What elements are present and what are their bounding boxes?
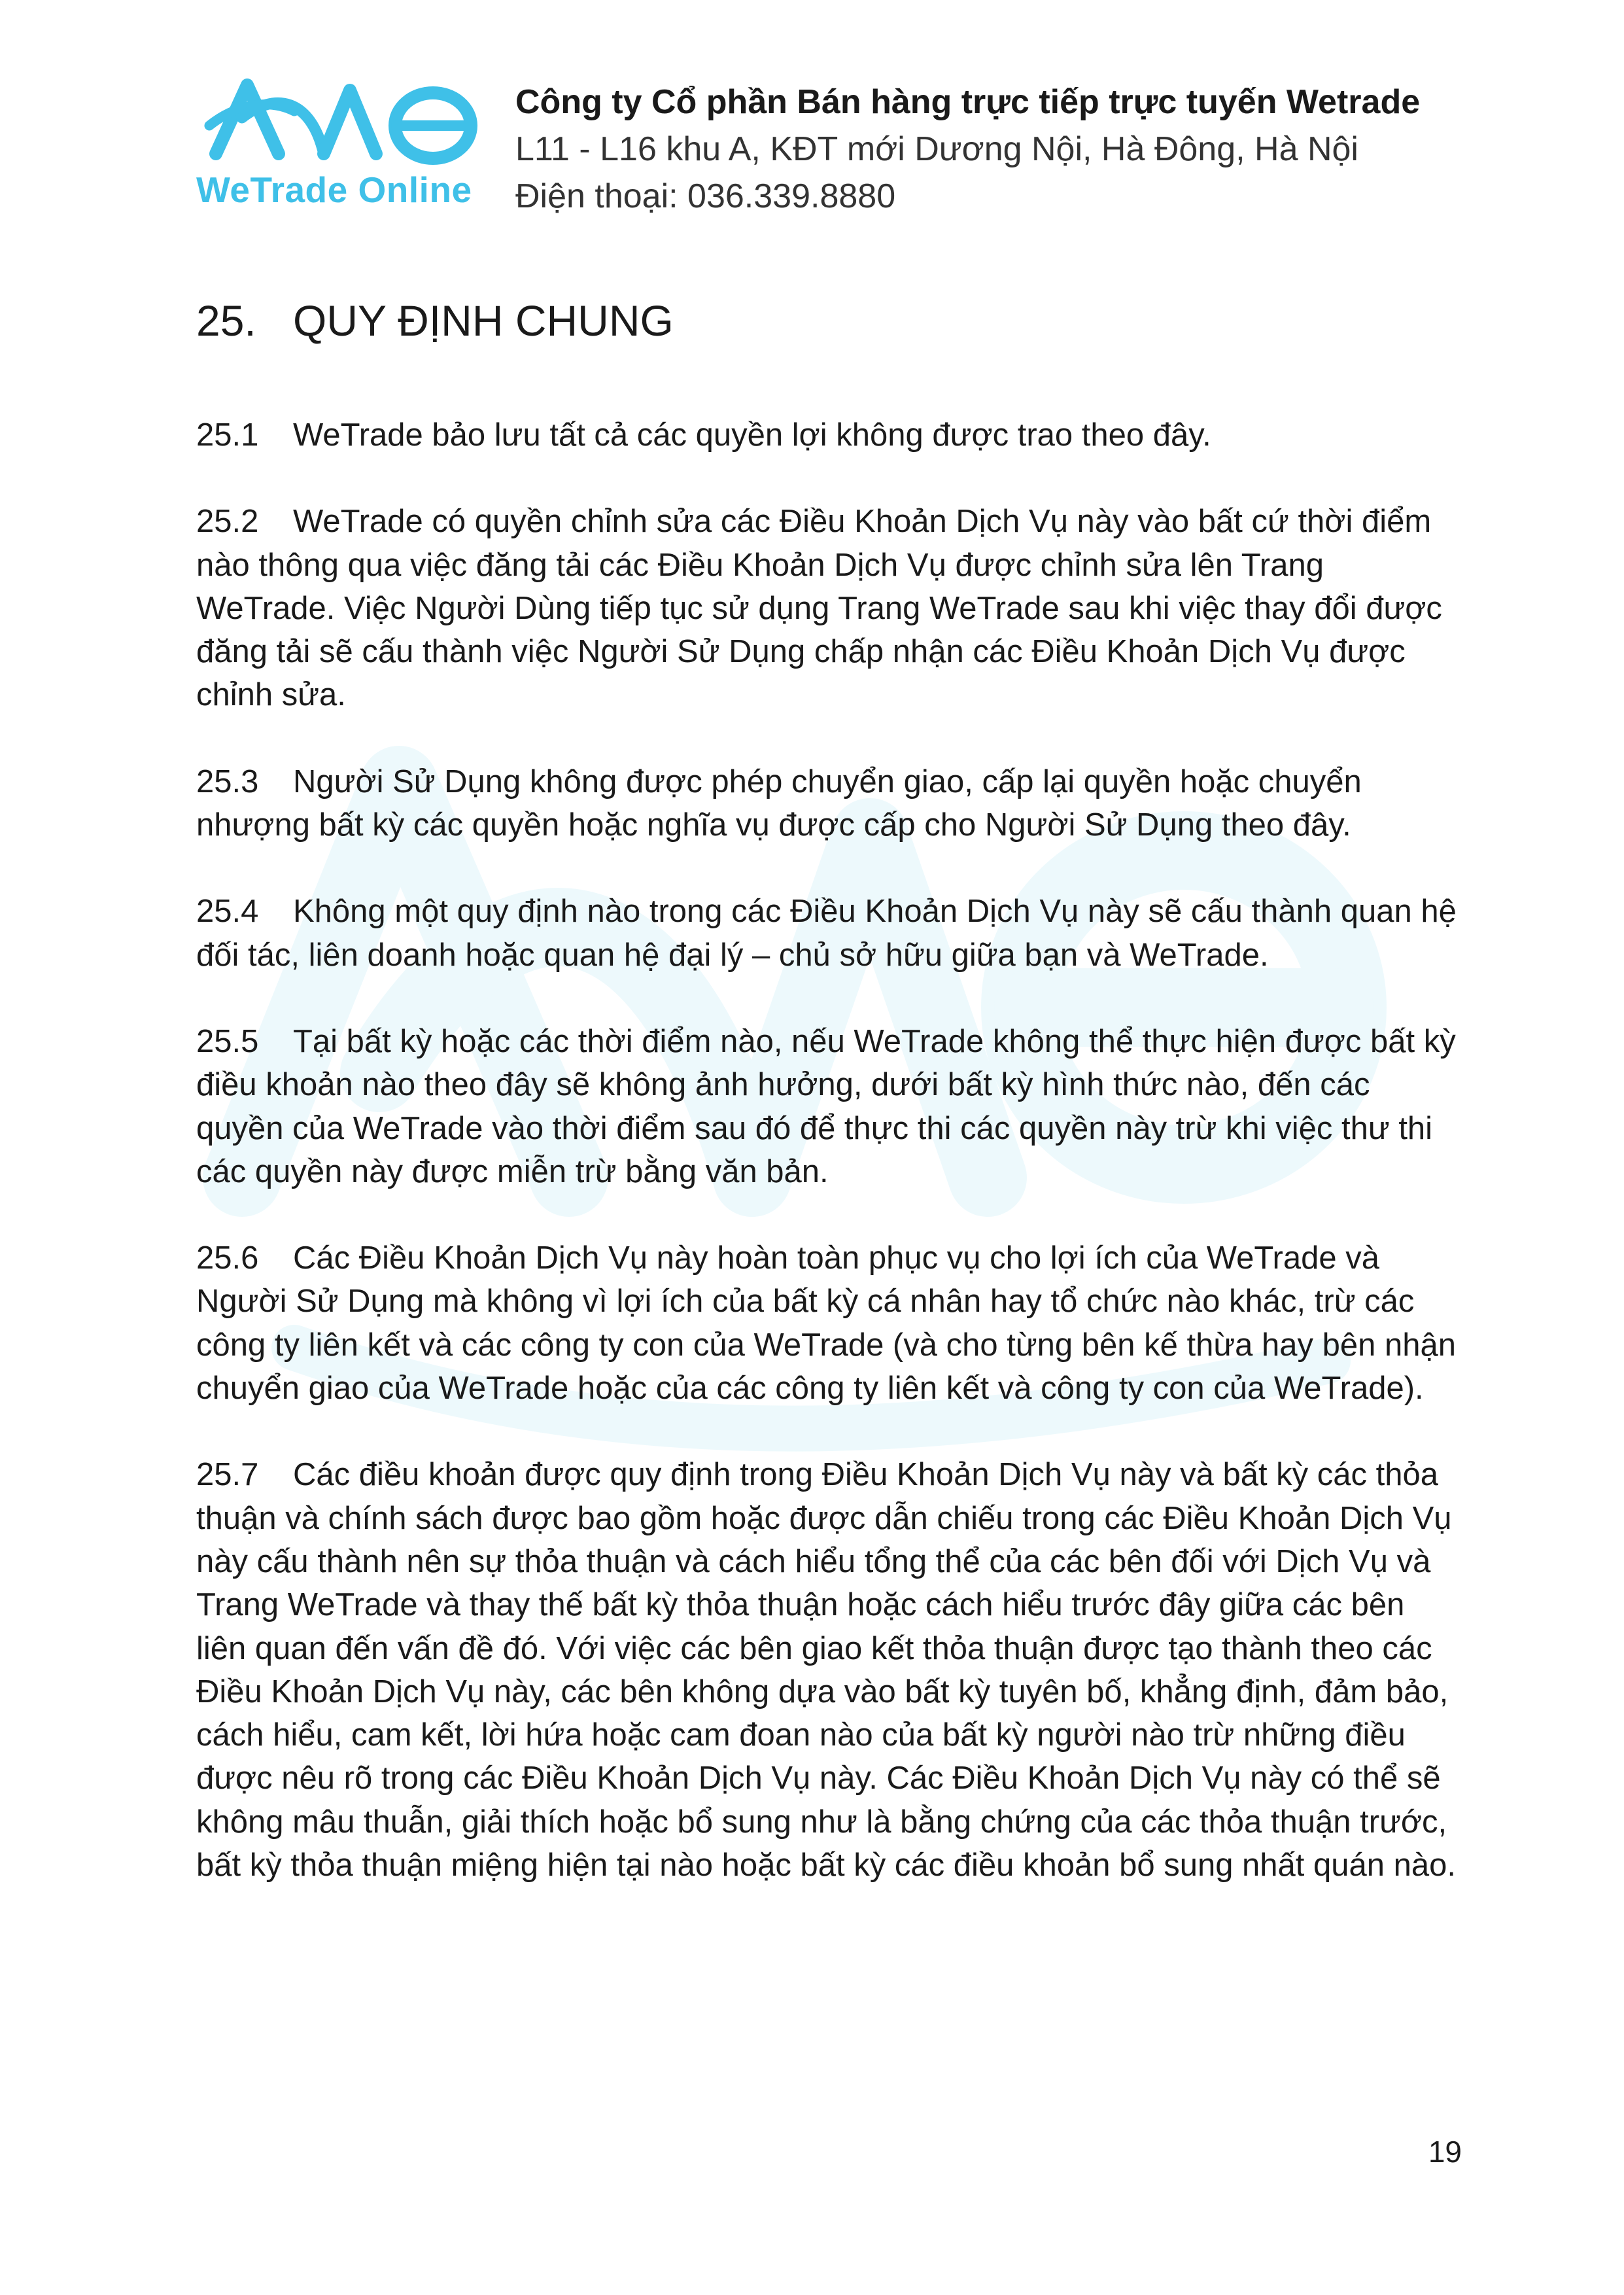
clause-text: Các Điều Khoản Dịch Vụ này hoàn toàn phục vụ cho lợi ích của WeTrade và Người Sử Dụng mà không vì lợi ích của bất kỳ cá nhân hay tổ chức nào khác, trừ các công ty liên kết và các công ty con của WeTrade (và cho từng bên kế thừa hay bên nhận chuyển giao của WeTrade hoặc của các công ty liên kết và công ty con của WeTrade).	[196, 1240, 1457, 1407]
clause-25-3	[196, 760, 1462, 847]
clause-text: Không một quy định nào trong các Điều Khoản Dịch Vụ này sẽ cấu thành quan hệ đối tác, liên doanh hoặc quan hệ đại lý – chủ sở hữu giữa bạn và WeTrade.	[196, 894, 1457, 973]
clause-number: 25.2	[196, 504, 259, 540]
company-name: Công ty Cổ phần Bán hàng trực tiếp trực tuyến Wetrade	[515, 83, 1421, 121]
clause-number: 25.6	[196, 1240, 259, 1276]
logo-wordmark: WeTrade Online	[196, 169, 472, 210]
clause-text: Tại bất kỳ hoặc các thời điểm nào, nếu WeTrade không thể thực hiện được bất kỳ điều khoản nào theo đây sẽ không ảnh hưởng, dưới bất kỳ hình thức nào, đến các quyền của WeTrade vào thời điểm sau đó để thực thi các quyền này trừ khi việc thư thi các quyền này được miễn trừ bằng văn bản.	[196, 1023, 1456, 1189]
company-address: L11 - L16 khu A, KĐT mới Dương Nội, Hà Đông, Hà Nội	[515, 130, 1358, 168]
clause-25-5	[196, 1020, 1462, 1193]
page-number: 19	[1428, 2135, 1462, 2169]
clause-number: 25.7	[196, 1457, 259, 1493]
company-info	[515, 79, 1420, 220]
clause-text: WeTrade bảo lưu tất cả các quyền lợi không được trao theo đây.	[293, 417, 1211, 453]
clause-number: 25.4	[196, 894, 259, 930]
clause-number: 25.5	[196, 1023, 259, 1059]
company-phone: Điện thoại: 036.339.8880	[515, 177, 896, 215]
clause-25-7	[196, 1453, 1462, 1887]
clause-25-4	[196, 890, 1462, 977]
clause-25-1	[196, 413, 1462, 457]
document-body	[196, 288, 1462, 1930]
clause-number: 25.1	[196, 417, 259, 453]
clause-text: Các điều khoản được quy định trong Điều Khoản Dịch Vụ này và bất kỳ các thỏa thuận và chính sách được bao gồm hoặc được dẫn chiếu trong các Điều Khoản Dịch Vụ này cấu thành nên sự thỏa thuận và cách hiểu tổng thể của các bên đối với Dịch Vụ và Trang WeTrade và thay thế bất kỳ thỏa thuận hoặc cách hiểu trước đây giữa các bên liên quan đến vấn đề đó. Với việc các bên giao kết thỏa thuận được tạo thành theo các Điều Khoản Dịch Vụ này, các bên không dựa vào bất kỳ tuyên bố, khẳng định, đảm bảo, cách hiểu, cam kết, lời hứa hoặc cam đoan nào của bất kỳ người nào trừ những điều được nêu rõ trong các Điều Khoản Dịch Vụ này. Các Điều Khoản Dịch Vụ này có thể sẽ không mâu thuẫn, giải thích hoặc bổ sung như là bằng chứng của các thỏa thuận trước, bất kỳ thỏa thuận miệng hiện tại nào hoặc bất kỳ các điều khoản bổ sung nhất quán nào.	[196, 1457, 1457, 1883]
section-title: QUY ĐỊNH CHUNG	[293, 296, 674, 345]
clause-number: 25.3	[196, 763, 259, 799]
clause-text: Người Sử Dụng không được phép chuyển giao, cấp lại quyền hoặc chuyển nhượng bất kỳ các quyền hoặc nghĩa vụ được cấp cho Người Sử Dụng theo đây.	[196, 763, 1362, 843]
clause-25-2	[196, 500, 1462, 716]
clause-25-6	[196, 1236, 1462, 1410]
clause-text: WeTrade có quyền chỉnh sửa các Điều Khoản Dịch Vụ này vào bất cứ thời điểm nào thông qua việc đăng tải các Điều Khoản Dịch Vụ được chỉnh sửa lên Trang WeTrade. Việc Người Dùng tiếp tục sử dụng Trang WeTrade sau khi việc thay đổi được đăng tải sẽ cấu thành việc Người Sử Dụng chấp nhận các Điều Khoản Dịch Vụ được chỉnh sửa.	[196, 504, 1442, 713]
section-number: 25.	[196, 296, 256, 345]
wetrade-logo-icon	[196, 72, 497, 170]
company-logo	[196, 72, 497, 222]
letterhead	[196, 72, 1472, 222]
section-heading	[196, 288, 1462, 353]
